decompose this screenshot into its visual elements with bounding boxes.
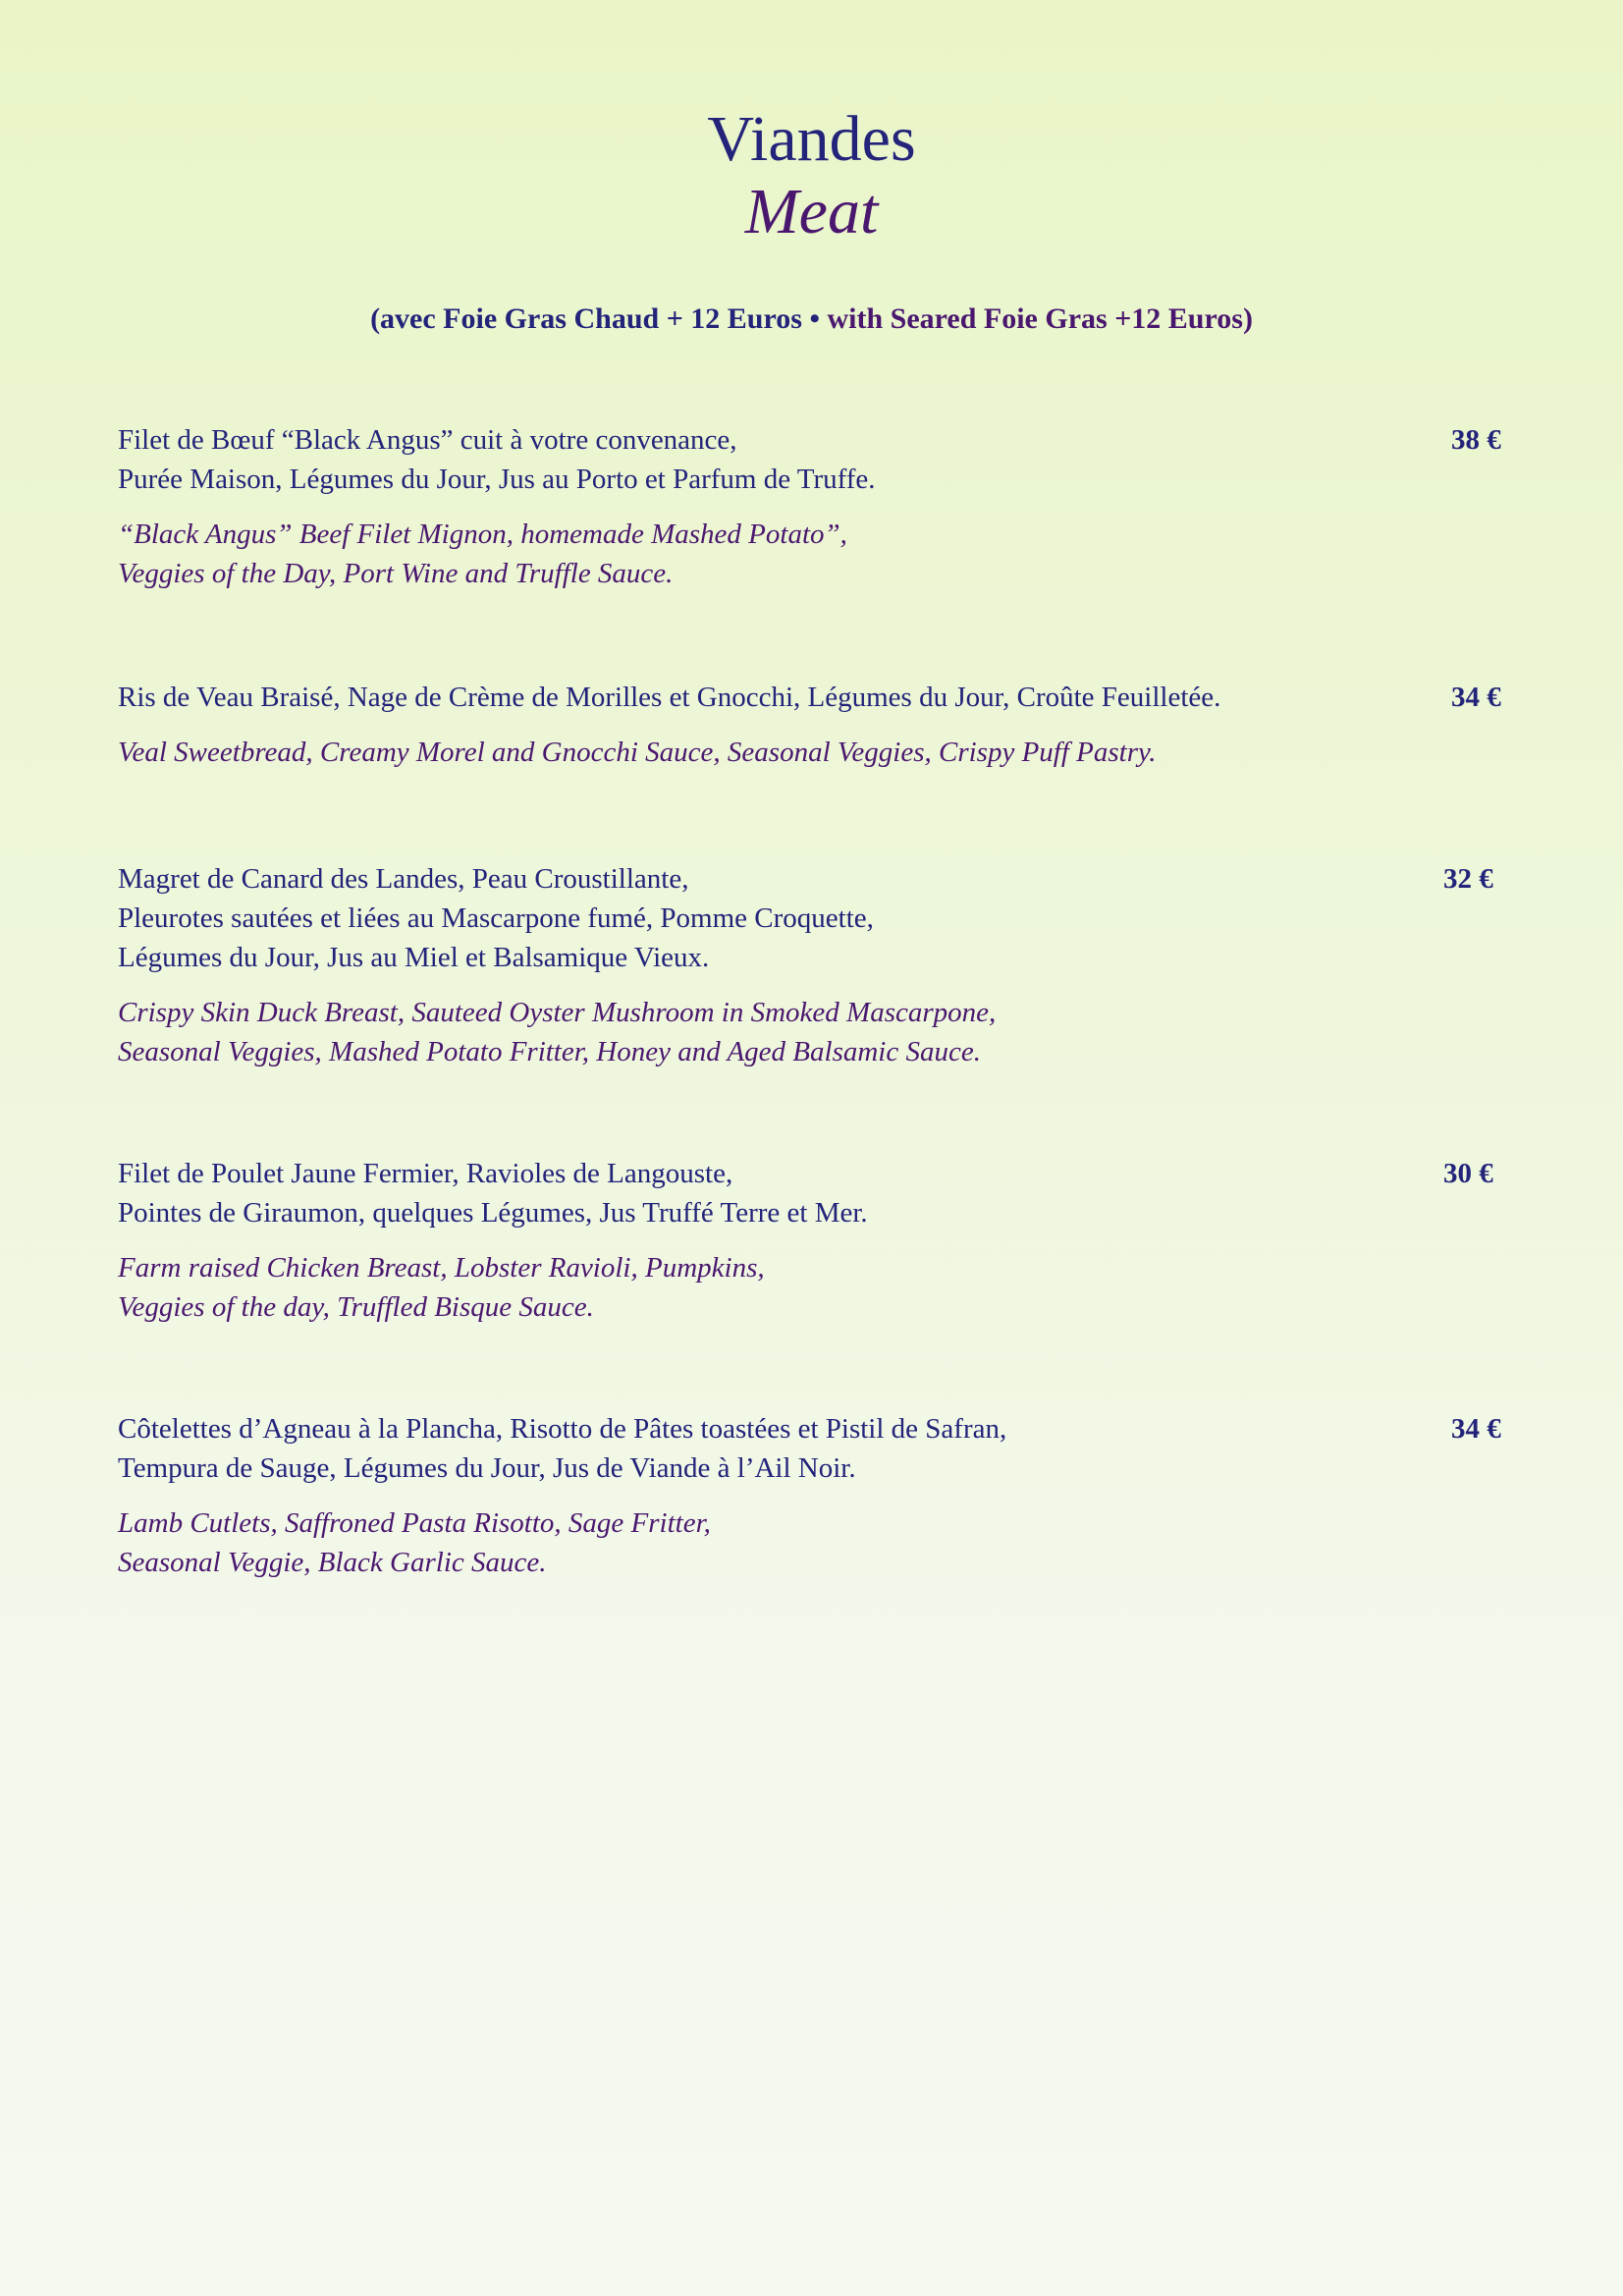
dish-description-fr: Côtelettes d’Agneau à la Plancha, Risotto de Pâtes toastées et Pistil de Safran, Tempura de Sauge, Légumes du Jour, Jus de Viande à l’Ail Noir. — [118, 1413, 1007, 1484]
menu-item-beef-filet — [118, 420, 1512, 593]
menu-title-fr: Viandes — [707, 103, 916, 175]
dish-description-fr: Magret de Canard des Landes, Peau Croustillante, Pleurotes sautées et liées au Mascarpone fumé, Pomme Croquette, Légumes du Jour, Jus au Miel et Balsamique Vieux. — [118, 863, 874, 973]
dish-price: 32 € — [1443, 863, 1493, 895]
dish-price: 30 € — [1443, 1158, 1493, 1189]
dish-description-fr: Filet de Poulet Jaune Fermier, Ravioles de Langouste, Pointes de Giraumon, quelques Légumes, Jus Truffé Terre et Mer. — [118, 1158, 868, 1229]
menu-title-en: Meat — [744, 176, 879, 247]
dish-description-en: Veal Sweetbread, Creamy Morel and Gnocchi Sauce, Seasonal Veggies, Crispy Puff Pastry. — [118, 737, 1157, 768]
foie-gras-supplement-note — [0, 300, 1623, 339]
dish-price: 34 € — [1451, 1413, 1501, 1445]
dish-description-en: Lamb Cutlets, Saffroned Pasta Risotto, Sage Fritter, Seasonal Veggie, Black Garlic Sauce. — [118, 1507, 711, 1578]
dish-description-en: Crispy Skin Duck Breast, Sauteed Oyster Mushroom in Smoked Mascarpone, Seasonal Veggies, Mashed Potato Fritter, Honey and Aged Balsamic Sauce. — [118, 997, 997, 1067]
dish-description-fr: Ris de Veau Braisé, Nage de Crème de Morilles et Gnocchi, Légumes du Jour, Croûte Feuilletée. — [118, 682, 1221, 713]
dish-description-fr: Filet de Bœuf “Black Angus” cuit à votre convenance, Purée Maison, Légumes du Jour, Jus au Porto et Parfum de Truffe. — [118, 424, 876, 495]
menu-item-veal-sweetbread — [118, 678, 1512, 772]
dish-description-en: “Black Angus” Beef Filet Mignon, homemade Mashed Potato”, Veggies of the Day, Port Wine and Truffle Sauce. — [118, 519, 847, 589]
supplement-fr: (avec Foie Gras Chaud + 12 Euros • — [370, 302, 828, 335]
dish-price: 38 € — [1451, 424, 1501, 456]
dish-description-en: Farm raised Chicken Breast, Lobster Ravioli, Pumpkins, Veggies of the day, Truffled Bisque Sauce. — [118, 1252, 765, 1323]
dish-price: 34 € — [1451, 682, 1501, 713]
menu-item-chicken-breast — [118, 1154, 1512, 1327]
menu-item-duck-breast — [118, 859, 1512, 1071]
supplement-en: with Seared Foie Gras +12 Euros) — [827, 302, 1253, 335]
menu-item-lamb-cutlets — [118, 1409, 1512, 1582]
